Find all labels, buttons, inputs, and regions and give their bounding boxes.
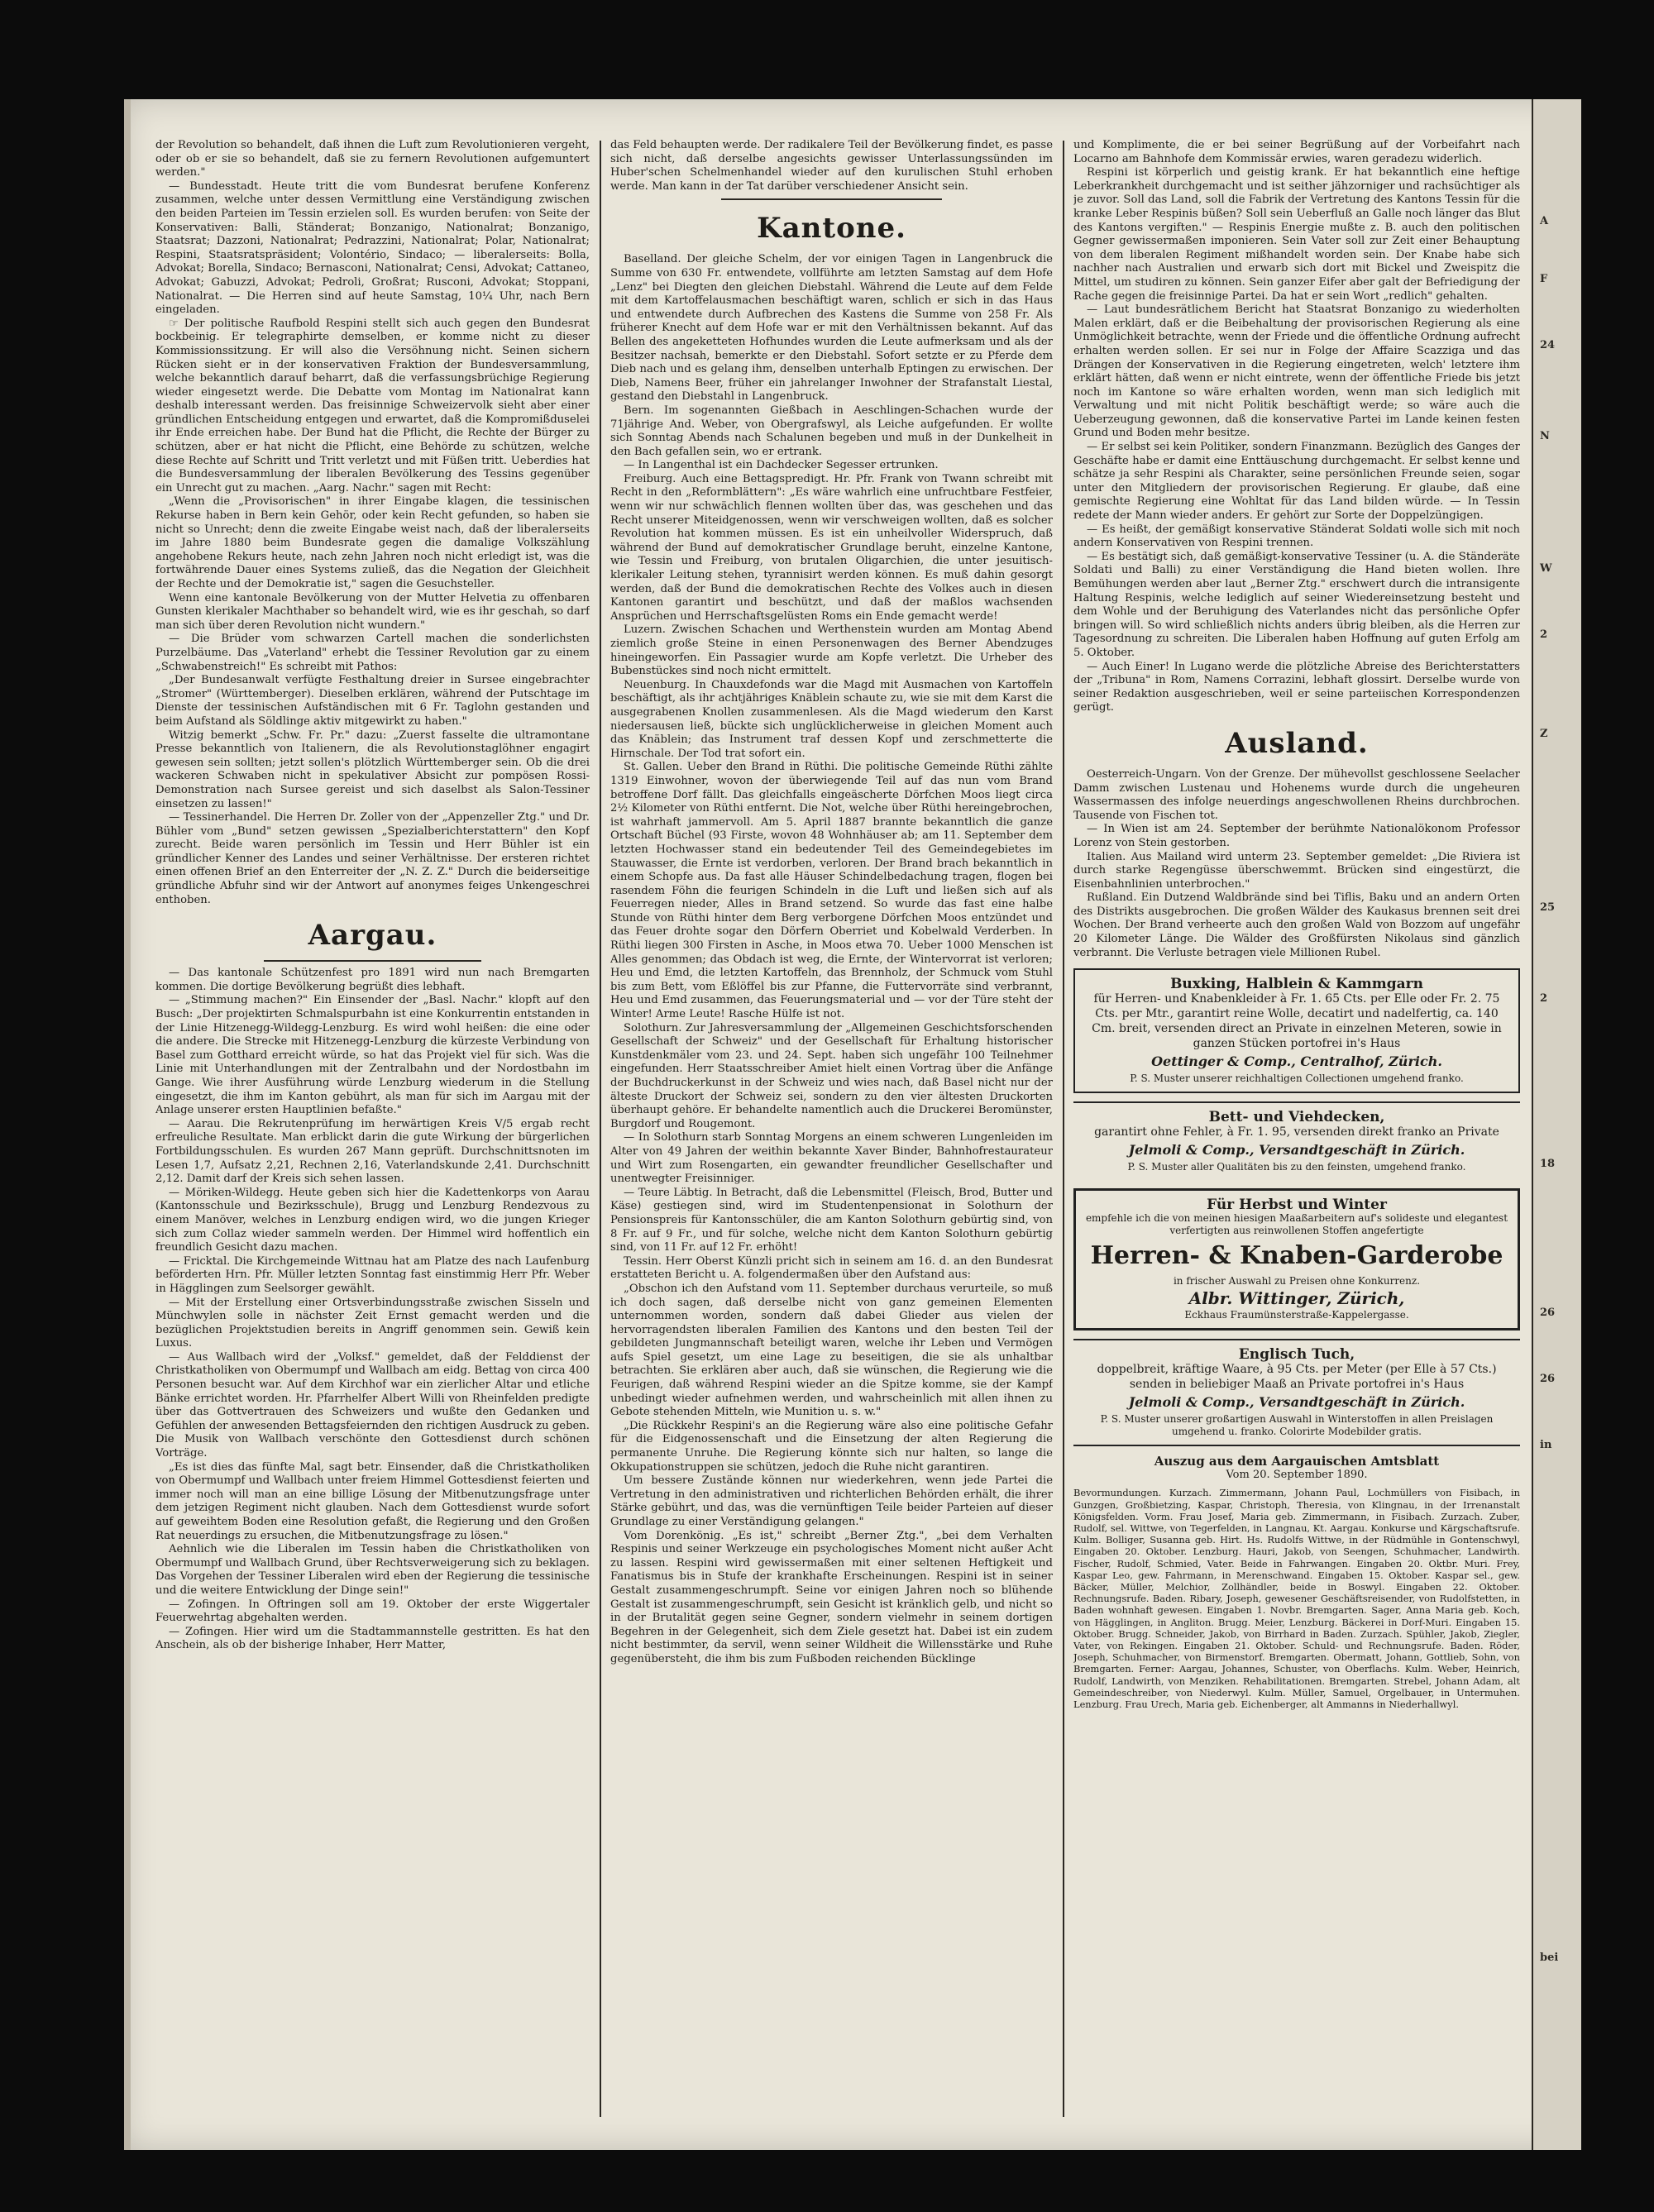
strip-glyph: 2 (1540, 992, 1548, 1005)
paragraph: — In Wien ist am 24. September der berühmte Nationalökonom Professor Lorenz von Stein gestorben. (1073, 823, 1520, 849)
ad-firm: Albr. Wittinger, Zürich, (1188, 1288, 1405, 1309)
heading-rule (264, 960, 481, 962)
paragraph: Freiburg. Auch eine Bettagspredigt. Hr. Pfr. Frank von Twann schreibt mit Recht in den „Reformblättern": „Es wäre wahrlich eine unfruchtbare Festfeier, wenn wir nur schwächlich flennen wollten über das, was geschehen und das Recht unserer Miteidgenossen, wenn wir verschweigen wollten, daß es solcher Revolution hat kommen müssen. Es ist ein unheilvoller Widerspruch, daß während der Bund auf demokratischer Grundlage beruht, einzelne Kantone, wie Tessin und Freiburg, von brutalen Oligarchien, die unter jesuitisch-klerikaler Leitung stehen, tyrannisirt werden können. Es muß dahin gesorgt werden, daß der Bund die demokratischen Rechte des Volkes auch in diesen Kantonen garantirt und beschützt, und daß der maßlos wachsenden Ansprüchen und Herrschaftsgelüsten Roms ein Ende gemacht werde! (610, 472, 1053, 623)
paragraph: — Fricktal. Die Kirchgemeinde Wittnau hat am Platze des nach Laufenburg beförderten Hrn. Pfr. Müller letzten Sonntag fast einstimmig Herr Pfr. Weber in Hägglingen zum Seelsorger gewählt. (155, 1254, 590, 1295)
paragraph: — Tessinerhandel. Die Herren Dr. Zoller von der „Appenzeller Ztg." und Dr. Bühler vom „Bund" setzen gewissen „Spezialberichterstattern" den Kopf zurecht. Beide waren persönlich im Tessin und Herr Bühler ist ein gründlicher Kenner des Landes und seiner Verhältnisse. Der ersteren richtet einen offenen Brief an den Enterreiter der „N. Z. Z." Durch die beiderseitige gründliche Abfuhr sind wir der Antwort auf anonymes feiges Unkengeschrei enthoben. (155, 811, 590, 906)
paragraph: — Zofingen. In Oftringen soll am 19. Oktober der erste Wiggertaler Feuerwehrtag abgehalten werden. (155, 1598, 590, 1625)
strip-glyph: bei (1540, 1952, 1559, 1964)
paragraph: „Wenn die „Provisorischen" in ihrer Eingabe klagen, die tessinischen Rekurse haben in Bern kein Gehör, oder kein Recht gefunden, so haben sie nicht so Unrecht; denn die zweite Eingabe weist nach, daß der liberalerseits im Jahre 1880 beim Bundesrate gegen die damalige Volkszählung angehobene Rekurs heute, nach zehn Jahren noch nicht erledigt ist, was die fortwährende Dauer eines Systems zuließ, das die Negation der Gleichheit der Rechte und der Demokratie ist," sagen die Gesuchsteller. (155, 495, 590, 590)
paragraph: das Feld behaupten werde. Der radikalere Teil der Bevölkerung findet, es passe sich nicht, daß derselbe angesichts gewisser Unterlassungssünden im Huber'schen Schelmenhandel wieder auf den kurulischen Stuhl erhoben werde. Man kann in der Tat darüber verschiedener Ansicht sein. (610, 139, 1053, 193)
section-heading-kantone: Kantone. (757, 212, 906, 246)
advertisement-bettdecken (1073, 1101, 1520, 1180)
ad-body: für Herren- und Knabenkleider à Fr. 1. 65 Cts. per Elle oder Fr. 2. 75 Cts. per Mtr., garantirt reine Wolle, decatirt und nadelfertig, ca. 140 Cm. breit, versenden direct an Private in einzelnen Meteren, sowie in ganzen Stücken portofrei in's Haus (1092, 992, 1502, 1051)
adjacent-page-strip (1532, 99, 1581, 2150)
section-heading-ausland: Ausland. (1225, 726, 1369, 760)
strip-glyph: N (1540, 430, 1550, 442)
paragraph: Italien. Aus Mailand wird unterm 23. September gemeldet: „Die Riviera ist durch starke Regengüsse überschwemmt. Brücken sind eingestürzt, die Eisenbahnlinien unterbrochen." (1073, 850, 1520, 891)
paragraph: Rußland. Ein Dutzend Waldbrände sind bei Tiflis, Baku und an andern Orten des Distrikts ausgebrochen. Die großen Wälder des Kaukasus brennen seit drei Wochen. Der Brand verheerte auch den großen Wald von Bozzom auf ungefähr 20 Kilometer Länge. Die Wälder des Großfürsten Nikolaus sind gänzlich verbrannt. Die Verluste betragen viele Millionen Rubel. (1073, 891, 1520, 959)
paragraph: — In Langenthal ist ein Dachdecker Segesser ertrunken. (624, 459, 939, 472)
strip-glyph: 26 (1540, 1307, 1556, 1319)
ad-body: in frischer Auswahl zu Preisen ohne Konkurrenz. (1173, 1275, 1421, 1288)
paragraph: — Er selbst sei kein Politiker, sondern Finanzmann. Bezüglich des Ganges der Geschäfte habe er damit eine Enttäuschung durchgemacht. Er selbst kenne und schätze ja sehr Respini als Charakter, seine persönlichen Freunde seien, sogar unter den Mitgliedern der provisorischen Regierung. Er glaube, daß eine gemischte Regierung eine Wohltat für das Land bilden würde. — In Tessin redete der Mann wieder anders. Er gehört zur Sorte der Doppelzüngigen. (1073, 441, 1520, 523)
paragraph: — Die Brüder vom schwarzen Cartell machen die sonderlichsten Purzelbäume. Das „Vaterland" erhebt die Tessiner Revolution gar zu einem „Schwabenstreich!" Es schreibt mit Pathos: (155, 633, 590, 673)
paragraph: — Aus Wallbach wird der „Volksf." gemeldet, daß der Felddienst der Christkatholiken von Obermumpf und Wallbach am eidg. Bettag von circa 400 Personen besucht war. Auf dem Kirchhof war ein zierlicher Altar und etliche Bänke errichtet worden. Hr. Pfarrhelfer Albert Willi von Rheinfelden predigte über das Gottvertrauen des Schweizers und wußte den Gedanken und Gefühlen der anwesenden Bettagsfeiernden den richtigen Ausdruck zu geben. Die Musik von Wallbach verschönte den Gottesdienst durch schönen Vorträge. (155, 1350, 590, 1460)
paragraph: — Mit der Erstellung einer Ortsverbindungsstraße zwischen Sisseln und Münchwylen solle in nächster Zeit Ernst gemacht werden und die bezüglichen Projektstudien bereits in Angriff genommen sein. Gewiß kein Luxus. (155, 1296, 590, 1350)
strip-glyph: in (1540, 1439, 1552, 1451)
paragraph: — In Solothurn starb Sonntag Morgens an einem schweren Lungenleiden im Alter von 49 Jahren der weithin bekannte Xaver Binder, Bahnhofrestaurateur und Wirt zum Rosengarten, ein gewandter freundlicher Gesellschafter und unentwegter Freisinniger. (610, 1131, 1053, 1186)
paragraph: — Laut bundesrätlichem Bericht hat Staatsrat Bonzanigo zu wiederholten Malen erklärt, daß er die Beibehaltung der provisorischen Regierung als eine Unmöglichkeit betrachte, wenn der Friede und die öffentliche Ordnung aufrecht erhalten werden sollen. Er sei nur in Folge der Affaire Scazziga und das Drängen der Konservativen in die Regierung eingetreten, welch' letztere ihm erklärt hätten, daß wenn er nicht eintrete, wenn der öffentliche Friede bis jetzt noch im Kantone so wäre erhalten worden, wenn man sich lediglich mit Verwaltung und mit nicht Politik beschäftigt werde; so wäre auch die Ueberzeugung gewonnen, daß die konservative Partei im Lande keinen festen Grund und Boden mehr besitze. (1073, 303, 1520, 440)
paragraph: Aehnlich wie die Liberalen im Tessin haben die Christkatholiken von Obermumpf und Wallbach Grund, über Rechtsverweigerung sich zu beklagen. Das Vorgehen der Tessiner Liberalen wird eben der Regierung die tessinische und die weitere Entwicklung der Dinge sein!" (155, 1543, 590, 1597)
ad-title: Bett- und Viehdecken, (1208, 1109, 1385, 1126)
ad-postscript: P. S. Muster aller Qualitäten bis zu den feinsten, umgehend franko. (1127, 1161, 1466, 1173)
paragraph: ☞ Der politische Raufbold Respini stellt sich auch gegen den Bundesrat bockbeinig. Er telegraphirte demselben, er komme nicht zu dieser Kommissionssitzung. Er will also die Versöhnung nicht. Seinen sichern Rücken sieht er in der konservativen Fraktion der Bundesversammlung, welche bekanntlich darauf beharrt, daß die verfassungsbrüchige Regierung wieder eingesetzt werde. Die Debatte vom Montag im Nationalrat kann deshalb interessant werden. Das freisinnige Schweizervolk sieht aber einer gründlichen Entscheidung entgegen und erwartet, daß die Kompromißduselei ihr Ende erreichen habe. Der Bund hat die Pflicht, die Rechte der Bürger zu schützen, aber er hat nicht die Pflicht, eine Behörde zu schützen, welche diese Rechte auf Schritt und Tritt verletzt und mit Füßen tritt. Ueberdies hat die Bundesversammlung der liberalen Bevölkerung des Tessins gegenüber ein Unrecht gut zu machen. „Aarg. Nachr." sagen mit Recht: (155, 317, 590, 494)
paragraph: — Auch Einer! In Lugano werde die plötzliche Abreise des Berichterstatters der „Tribuna" in Rom, Namens Corrazini, lebhaft glossirt. Derselbe wurde von seiner Redaktion ausgeschrieben, weil er seine parteiischen Korrespondenzen gerügt. (1073, 660, 1520, 714)
paragraph: Respini ist körperlich und geistig krank. Er hat bekanntlich eine heftige Leberkrankheit durchgemacht und ist seither jähzorniger und rachsüchtiger als je zuvor. Soll das Land, soll die Fabrik der Vertretung des Kantons Tessin für die kranke Leber Respinis büßen? Soll sein Ueberfluß an Galle noch länger das Blut des Kantons vergiften." — Respinis Energie mußte z. B. auch den politischen Gegner gewissermaßen imponieren. Sein Vater soll zur Zeit einer Behauptung von dem liberalen Regiment mißhandelt worden sein. Der Knabe habe sich nachher nach Australien und erwarb sich dort mit Bickel und Zweispitz die Mittel, um studiren zu können. Sein ganzer Eifer aber galt der Befriedigung der Rache gegen die freisinnige Partei. Da hat er sein Wort „redlich" gehalten. (1073, 166, 1520, 303)
ad-headline: Herren- & Knaben-Garderobe (1090, 1241, 1503, 1271)
official-gazette-date: Vom 20. September 1890. (1226, 1468, 1368, 1481)
ad-title: Englisch Tuch, (1238, 1346, 1355, 1364)
ad-title: Für Herbst und Winter (1207, 1197, 1387, 1214)
paragraph: — Das kantonale Schützenfest pro 1891 wird nun nach Bremgarten kommen. Die dortige Bevölkerung begrüßt dies lebhaft. (155, 967, 590, 993)
column-rule-1 (600, 141, 601, 2117)
ad-address: Eckhaus Fraumünsterstraße-Kappelergasse. (1184, 1309, 1409, 1321)
ad-title: Buxking, Halblein & Kammgarn (1170, 976, 1423, 993)
paragraph: — Es bestätigt sich, daß gemäßigt-konservative Tessiner (u. A. die Ständeräte Soldati und Balli) zu einer Verständigung die Hand bieten wollen. Ihre Bemühungen werden aber laut „Berner Ztg." erschwert durch die intransigente Haltung Respinis, welche lediglich auf seiner Wiedereinsetzung besteht und dem Wohle und der Beruhigung des Vaterlandes nicht das persönliche Opfer bringen will. So wird schließlich nichts anders übrig bleiben, als die Herren zur Tagesordnung zu schreiten. Die Liberalen haben Hoffnung auf guten Erfolg am 5. Oktober. (1073, 550, 1520, 659)
strip-glyph: A (1540, 215, 1549, 227)
paragraph: — Möriken-Wildegg. Heute geben sich hier die Kadettenkorps von Aarau (Kantonsschule und Bezirksschule), Brugg und Lenzburg Rendezvous zu einem Manöver, welches in Lenzburg endigen wird, wo die jungen Krieger sich zum Collaz wieder sammeln werden. Der Himmel wird hoffentlich ein freundlich Gesicht dazu machen. (155, 1186, 590, 1254)
paragraph: Luzern. Zwischen Schachen und Werthenstein wurden am Montag Abend ziemlich große Steine in einen Personenwagen des Berner Abendzuges hineingeworfen. Ein Passagier wurde am Kopfe verletzt. Die Urheber des Bubenstückes sind noch nicht ermittelt. (610, 623, 1053, 678)
paragraph: — Es heißt, der gemäßigt konservative Ständerat Soldati wolle sich mit noch andern Konservativen von Respini trennen. (1073, 523, 1520, 550)
strip-glyph: 26 (1540, 1373, 1556, 1385)
strip-glyph: W (1540, 562, 1552, 575)
strip-glyph: Z (1540, 728, 1548, 740)
paragraph: „Es ist dies das fünfte Mal, sagt betr. Einsender, daß die Christkatholiken von Obermumpf und Wallbach unter freiem Himmel Gottesdienst feierten und immer noch will man an eine billige Lösung der Mitbenutzungsfrage unter dem jetzigen Regiment nicht glauben. Nach dem Gottesdienst wurde sofort auf geweihtem Boden eine Resolution gefaßt, die Regierung und den Großen Rat neuerdings zu ersuchen, die Mitbenutzungsfrage zu lösen." (155, 1460, 590, 1542)
advertisement-englisch-tuch (1073, 1339, 1520, 1446)
paragraph: Neuenburg. In Chauxdefonds war die Magd mit Ausmachen von Kartoffeln beschäftigt, als ihr achtjähriges Knäblein schaute zu, wie sie mit dem Karst die ausgegrabenen Knollen zusammenlesen. Als die Magd wiederum den Karst niedersausen ließ, bückte sich unglücklicherweise in gleichen Moment auch das Knäblein; das Instrument traf dessen Kopf und zerschmetterte die Hirnschale. Der Tod trat sofort ein. (610, 678, 1053, 760)
paragraph: — Aarau. Die Rekrutenprüfung im herwärtigen Kreis V/5 ergab recht erfreuliche Resultate. Man erblickt darin die gute Wirkung der bürgerlichen Fortbildungsschulen. Es wurden 267 Mann geprüft. Durchschnittsnoten im Lesen 1,7, Aufsatz 2,21, Rechnen 2,16, Vaterlandskunde 2,41. Durchschnitt 2,12. Damit darf der Kreis sich sehen lassen. (155, 1117, 590, 1186)
advertisement-buxkin (1073, 968, 1520, 1093)
ad-body: empfehle ich die von meinen hiesigen Maaßarbeitern auf's solideste und elegantest verfertigten aus reinwollenen Stoffen angefertigte (1085, 1212, 1508, 1237)
paragraph: „Der Bundesanwalt verfügte Festhaltung dreier in Sursee eingebrachter „Stromer" (Württemberger). Dieselben erklären, während der Putschtage im Dienste der tessinischen Aufständischen mit 6 Fr. Taglohn gestanden und beim Aufstand als Söldlinge aktiv mitgewirkt zu haben." (155, 674, 590, 728)
page-fold-shadow (124, 99, 131, 2150)
paragraph: der Revolution so behandelt, daß ihnen die Luft zum Revolutionieren vergeht, oder ob er sie so behandelt, daß sie zu fernern Revolutionen aufgemuntert werden." (155, 139, 590, 179)
ad-body: garantirt ohne Fehler, à Fr. 1. 95, versenden direkt franko an Private (1094, 1125, 1499, 1139)
ad-body: doppelbreit, kräftige Waare, à 95 Cts. per Meter (per Elle à 57 Cts.) senden in beliebiger Maaß an Private portofrei in's Haus (1097, 1363, 1497, 1392)
paragraph: Um bessere Zustände können nur wiederkehren, wenn jede Partei die Vertretung in den administrativen und richterlichen Behörden erhält, die ihrer Stärke gebührt, und das, was die vernünftigen Teile beider Parteien auf dieser Grundlage zu einer Verständigung gelangen." (610, 1474, 1053, 1528)
paragraph: „Die Rückkehr Respini's an die Regierung wäre also eine politische Gefahr für die Eidgenossenschaft und die Einsetzung der alten Regierung die permanente Unruhe. Die Regierung könnte sich nur halten, so lange die Okkupationstruppen sie schützen, jedoch die Ruhe nicht garantiren. (610, 1419, 1053, 1474)
ad-postscript: P. S. Muster unserer reichhaltigen Collectionen umgehend franko. (1130, 1073, 1464, 1085)
paragraph: — „Stimmung machen?" Ein Einsender der „Basl. Nachr." klopft auf den Busch: „Der projektirten Schmalspurbahn ist eine Konkurrentin entstanden in der Linie Hitzenegg-Wildegg-Lenzburg. Es wird wohl heißen: die eine oder die andere. Die Strecke mit Hitzenegg-Lenzburg die kürzeste Verbindung von Basel zum Gotthard erreicht würde, so hat das Projekt viel für sich. Was die Linie mit Unterhandlungen mit der Zentralbahn und der Nordostbahn im Gange. Wie ihrer Ausführung würde Lenzburg wiederum in die Stellung eingesetzt, die ihm im Kanton gebührt, als man für sich im Aargau mit der Anlage unserer ersten Hauptlinien befaßte." (155, 994, 590, 1117)
strip-glyph: F (1540, 273, 1548, 285)
paragraph: Bern. Im sogenannten Gießbach in Aeschlingen-Schachen wurde der 71jährige And. Weber, von Obergrafswyl, als Leiche aufgefunden. Er wollte sich Sonntag Abends nach Schalunen begeben und muß in der Dunkelheit in den Bach gefallen sein, wo er ertrank. (610, 404, 1053, 458)
paragraph: Witzig bemerkt „Schw. Fr. Pr." dazu: „Zuerst fasselte die ultramontane Presse bekanntlich von Italienern, die als Revolutionstaglöhner engagirt gewesen sein sollten; jetzt sollen's plötzlich Württemberger sein. Ob die drei wackeren Schwaben nicht in spekulativer Absicht zur pompösen Rossi-Demonstration nach Sursee gereist und sich daselbst als Salon-Tessiner einsetzen zu lassen!" (155, 729, 590, 810)
strip-glyph: 25 (1540, 901, 1556, 914)
paragraph: — Teure Läbtig. In Betracht, daß die Lebensmittel (Fleisch, Brod, Butter und Käse) gestiegen sind, wird im Studentenpensionat in Solothurn der Pensionspreis für Kantonsschüler, die am Kanton Solothurn gebürtig sind, von 8 Fr. auf 9 Fr., und für solche, welche nicht dem Kanton Solothurn gebürtig sind, von 11 Fr. auf 12 Fr. erhöht! (610, 1186, 1053, 1254)
official-gazette-body: Bevormundungen. Kurzach. Zimmermann, Johann Paul, Lochmüllers von Fisibach, in Gunzgen, Großbietzing, Kaspar, Christoph, Theresia, von Klingnau, in der Irrenanstalt Königsfelden. Vorm. Frau Josef, Maria geb. Zimmermann, in Fisibach. Zurzach. Zuber, Rudolf, sel. Wittwe, von Tegerfelden, in Langnau, Kt. Aargau. Konkurse und Kärgschaftsrufe. Kulm. Bolliger, Susanna geb. Hirt. Hs. Rudolfs Wittwe, in der Rüdmühle in Gontenschwyl, Eingaben 20. Oktober. Lenzburg. Hauri, Jakob, von Seengen, Schuhmacher, Landwirth. Fischer, Rudolf, Schmied, Vater. Beide in Fahrwangen. Eingaben 20. Oktbr. Muri. Frey, Kaspar Leo, gew. Fahrmann, in Merenschwand. Eingaben 15. Oktober. Kaspar sel., gew. Bäcker, Müller, Melchior, Zollhändler, beide in Boswyl. Eingaben 22. Oktober. Rechnungsrufe. Baden. Ribary, Joseph, gewesener Geschäftsreisender, von Rudolfstetten, in Baden wohnhaft gewesen. Eingaben 1. Novbr. Bremgarten. Sager, Anna Maria geb. Koch, von Hägglingen, in Angliton. Brugg. Meier, Lenzburg. Bäckerei in Dorf-Muri. Eingaben 15. Oktober. Brugg. Schneider, Jakob, von Birrhard in Baden. Zurzach. Spühler, Jakob, Ziegler, Vater, von Rekingen. Eingaben 21. Oktober. Schuld- und Rechnungsrufe. Baden. Röder, Joseph, Schuhmacher, von Birmenstorf. Bremgarten. Obermatt, Johann, Gottlieb, Sohn, von Bremgarten. Ferner: Aargau, Johannes, Schuster, von Oberflachs. Kulm. Weber, Heinrich, Rudolf, Landwirth, von Menziken. Rehabilitationen. Bremgarten. Strebel, Johann Adam, alt Gemeindeschreiber, von Niederwyl. Kulm. Müller, Samuel, Orgelbauer, in Untermuhen. Lenzburg. Frau Urech, Maria geb. Eichenberger, alt Ammanns in Niederhallwyl. (1073, 1487, 1520, 1711)
paragraph: Vom Dorenkönig. „Es ist," schreibt „Berner Ztg.", „bei dem Verhalten Respinis und seiner Werkzeuge ein psychologisches Moment nicht außer Acht zu lassen. Respini wird gewissermaßen mit einer seltenen Heftigkeit und Fanatismus bis in Stufe der krankhafte Erscheinungen. Respini ist in seiner Gestalt zusammengeschrumpft. Seine vor einigen Jahren noch so blühende Gestalt ist zusammengeschrumpft, sein Gesicht ist kränklich gelb, und nicht so in der Brutalität gegen seine Gegner, sondern vielmehr in seinem dortigen Begehren in der Gelegenheit, sich dem Ziele gesetzt hat. Dabei ist ein zudem nicht bestimmter, da servil, wenn seiner Wildheit die Willensstärke und Ruhe gegenübersteht, die ihm bis zum Fußboden reichenden Bücklinge (610, 1529, 1053, 1665)
ad-firm: Jelmoli & Comp., Versandtgeschäft in Zürich. (1128, 1142, 1465, 1159)
advertisement-garderobe (1073, 1188, 1520, 1331)
paragraph: und Komplimente, die er bei seiner Begrüßung auf der Vorbeifahrt nach Locarno am Bahnhofe dem Kommissär erwies, waren geradezu widerlich. (1073, 139, 1520, 165)
column-rule-2 (1063, 141, 1064, 2117)
strip-glyph: 2 (1540, 628, 1548, 641)
column-1 (155, 139, 590, 2125)
column-3 (1073, 139, 1520, 2125)
heading-rule (721, 198, 943, 200)
paragraph: Solothurn. Zur Jahresversammlung der „Allgemeinen Geschichtsforschenden Gesellschaft der Schweiz" und der Gesellschaft für Erhaltung historischer Kunstdenkmäler vom 23. und 24. Sept. haben sich ungefähr 100 Teilnehmer eingefunden. Herr Staatsschreiber Amiet hielt einen Vortrag über die Anfänge der Buchdruckerkunst in der Schweiz und wies nach, daß Basel nicht nur der älteste Druckort der Schweiz sei, sondern zu den vier ältesten Druckorten überhaupt gehöre. Er behandelte namentlich auch die Druckerei Beromünster, Burgdorf und Rougemont. (610, 1021, 1053, 1130)
paragraph: Wenn eine kantonale Bevölkerung von der Mutter Helvetia zu offenbaren Gunsten klerikaler Machthaber so behandelt wird, wie es ihr geschah, so darf man sich über deren Revolution nicht wundern." (155, 591, 590, 632)
paragraph: Oesterreich-Ungarn. Von der Grenze. Der mühevollst geschlossene Seelacher Damm zwischen Lustenau und Hohenems wurde durch die ungeheuren Wassermassen des infolge neuerdings angeschwollenen Rheins durchbrochen. Tausende von Fischen tot. (1073, 767, 1520, 822)
newspaper-page (124, 99, 1581, 2150)
strip-glyph: 24 (1540, 339, 1556, 351)
section-heading-aargau: Aargau. (308, 919, 437, 953)
paragraph: — Bundesstadt. Heute tritt die vom Bundesrat berufene Konferenz zusammen, welche unter dessen Vermittlung eine Verständigung zwischen den beiden Parteien im Tessin erzielen soll. Es wurden berufen: von Seite der Konservativen: Balli, Ständerat; Bonzanigo, Nationalrat; Bonzanigo, Staatsrat; Dazzoni, Nationalrat; Pedrazzini, Nationalrat; Polar, Nationalrat; Respini, Staatsratspräsident; Volontério, Sindaco; — liberalerseits: Bolla, Advokat; Borella, Sindaco; Bernasconi, Nationalrat; Censi, Advokat; Cattaneo, Advokat; Gabuzzi, Advokat; Pedroli, Großrat; Rusconi, Advokat; Stoppani, Nationalrat. — Die Herren sind auf heute Samstag, 10¼ Uhr, nach Bern eingeladen. (155, 179, 590, 317)
official-gazette-heading: Auszug aus dem Aargauischen Amtsblatt (1154, 1454, 1440, 1469)
ad-postscript: P. S. Muster unserer großartigen Auswahl in Winterstoffen in allen Preislagen umgehend u. franko. Colorirte Modebilder gratis. (1100, 1413, 1494, 1438)
paragraph: „Obschon ich den Aufstand vom 11. September durchaus verurteile, so muß ich doch sagen, daß derselbe nicht von ganz gemeinen Elementen unternommen worden, sondern daß dabei Glieder aus vielen der hervorragendsten liberalen Familien des Kantons und den besten Teil der gebildeten Jungmannschaft beteiligt waren, welche ihr Leben und Vermögen aufs Spiel gesetzt, um eine Lage zu beseitigen, die sie als unhaltbar betrachten. Sie erklären aber auch, daß sie wünschen, die Regierung wie die Feurigen, daß während Respini wieder an die Spitze komme, sie der Kampf unbedingt wieder aufnehmen werden, und wahrscheinlich mit allen ihnen zu Gebote stehenden Mitteln, wie Munition u. s. w." (610, 1282, 1053, 1419)
paragraph: St. Gallen. Ueber den Brand in Rüthi. Die politische Gemeinde Rüthi zählte 1319 Einwohner, wovon der überwiegende Teil auf das nun vom Brand betroffene Dorf fällt. Das gleichfalls eingeäscherte Dörfchen Moos liegt circa 2½ Kilometer von Rüthi entfernt. Die Not, welche über Rüthi hereingebrochen, ist wahrhaft jammervoll. Am 5. April 1887 brannte bekanntlich die ganze Ortschaft Büchel (93 Firste, wovon 48 Wohnhäuser ab; am 11. September dem letzten Hochwasser stand ein bedeutender Teil des Gemeindegebietes im Stauwasser, die Ernte ist verdorben, verloren. Der Brand brach bekanntlich in einem Schopfe aus. Da fast alle Häuser Schindelbedachung tragen, flogen bei rasendem Föhn die feurigen Schindeln in die Luft und ließen sich auf als Feuerregen nieder, Alles in Brand setzend. So wurde das fast eine halbe Stunde von Rüthi hinter dem Berg verborgene Dörfchen Moos entzündet und das Feuer drohte sogar den Dörfern Oberriet und Kobelwald Verderben. In Rüthi liegen 300 Firsten in Asche, in Moos etwa 70. Ueber 1000 Menschen ist Alles genommen; das Obdach ist weg, die Ernte, der Wintervorrat ist verloren; Heu und Emd, die letzten Kartoffeln, das Brennholz, der Schmuck vom Stuhl bis zum Bett, vom Eßlöffel bis zur Pfanne, die Futtervorräte sind verbrannt, Heu und Emd zusammen, das Feuerungsmaterial und — vor der Türe steht der Winter! Arme Leute! Rasche Hülfe ist not. (610, 761, 1053, 1021)
ad-firm: Jelmoli & Comp., Versandtgeschäft in Zürich. (1128, 1394, 1465, 1411)
column-2 (610, 139, 1053, 2125)
paragraph: Baselland. Der gleiche Schelm, der vor einigen Tagen in Langenbruck die Summe von 630 Fr. entwendete, vollführte am letzten Samstag auf dem Hofe „Lenz" bei Diegten den gleichen Diebstahl. Während die Leute auf dem Felde mit dem Kartoffelausmachen beschäftigt waren, schlich er sich in das Haus und entwendete durch Aufbrechen des Kastens die Summe von 258 Fr. Als früherer Knecht auf dem Hofe war er mit den Verhältnissen bekannt. Auf das Bellen des angeketteten Hofhundes wurden die Leute aufmerksam und als der Besitzer nachsah, bemerkte er den Diebstahl. Sofort setzte er zu Pferde dem Dieb nach und es gelang ihm, denselben unterhalb Eptingen zu erwischen. Der Dieb, Namens Beer, früher ein jahrelanger Inwohner der Strafanstalt Liestal, gestand den Diebstahl in Langenbruck. (610, 253, 1053, 404)
paragraph: — Zofingen. Hier wird um die Stadtammannstelle gestritten. Es hat den Anschein, als ob der bisherige Inhaber, Herr Matter, (155, 1625, 590, 1652)
ad-firm: Oettinger & Comp., Centralhof, Zürich. (1151, 1053, 1442, 1070)
paragraph: Tessin. Herr Oberst Künzli pricht sich in seinem am 16. d. an den Bundesrat erstatteten Bericht u. A. folgendermaßen über den Aufstand aus: (610, 1254, 1053, 1282)
strip-glyph: 18 (1540, 1158, 1556, 1170)
